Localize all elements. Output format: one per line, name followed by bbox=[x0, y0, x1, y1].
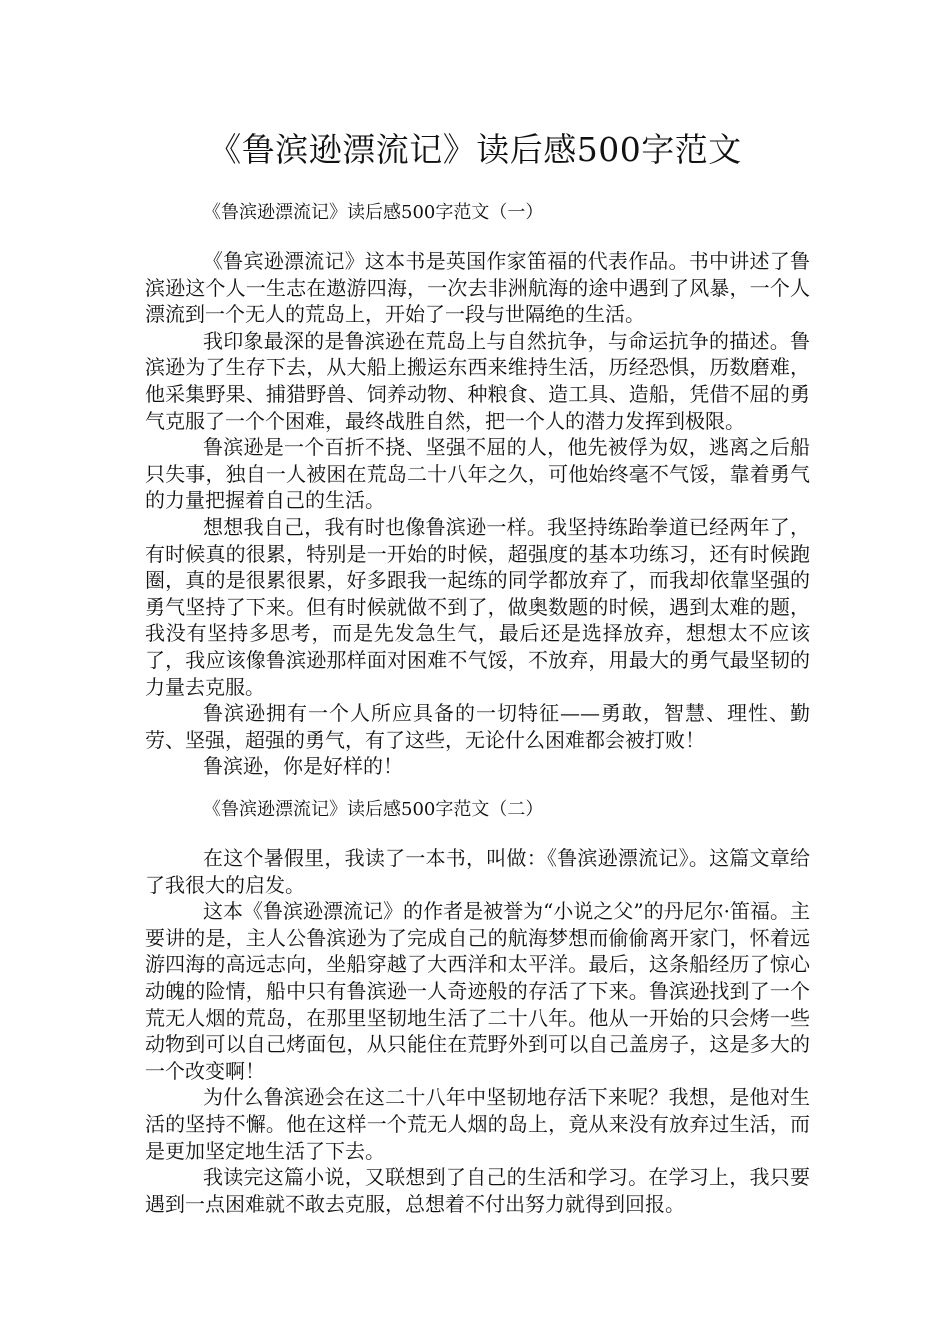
paragraph: 《鲁宾逊漂流记》这本书是英国作家笛福的代表作品。书中讲述了鲁滨逊这个人一生志在遨游四海，一次去非洲航海的途中遇到了风暴，一个人漂流到一个无人的荒岛上，开始了一段与世隔绝的生活。 bbox=[145, 249, 810, 327]
paragraph: 想想我自己，我有时也像鲁滨逊一样。我坚持练跆拳道已经两年了，有时候真的很累，特别是一开始的时候，超强度的基本功练习，还有时候跑圈，真的是很累很累，好多跟我一起练的同学都放弃了，而我却依靠坚强的勇气坚持了下来。但有时候就做不到了，做奥数题的时候，遇到太难的题，我没有坚持多思考，而是先发急生气，最后还是选择放弃，想想太不应该了，我应该像鲁滨逊那样面对困难不气馁，不放弃，用最大的勇气最坚韧的力量去克服。 bbox=[145, 514, 810, 699]
section-two-body bbox=[145, 845, 810, 1217]
section-one-heading: 《鲁滨逊漂流记》读后感500字范文（一） bbox=[203, 202, 544, 223]
paragraph: 这本《鲁滨逊漂流记》的作者是被誉为“小说之父”的丹尼尔·笛福。主要讲的是，主人公鲁滨逊为了完成自己的航海梦想而偷偷离开家门，怀着远游四海的高远志向，坐船穿越了大西洋和太平洋。最后，这条船经历了惊心动魄的险情，船中只有鲁滨逊一人奇迹般的存活了下来。鲁滨逊找到了一个荒无人烟的荒岛，在那里坚韧地生活了二十八年。他从一开始的只会烤一些动物到可以自己烤面包，从只能住在荒野外到可以自己盖房子，这是多大的一个改变啊！ bbox=[145, 899, 810, 1083]
section-one-body bbox=[145, 248, 810, 780]
paragraph: 鲁滨逊，你是好样的！ bbox=[203, 754, 403, 779]
paragraph: 鲁滨逊拥有一个人所应具备的一切特征——勇敢，智慧、理性、勤劳、坚强，超强的勇气，有了这些，无论什么困难都会被打败！ bbox=[145, 701, 810, 752]
document-title: 《鲁滨逊漂流记》读后感500字范文 bbox=[208, 130, 742, 169]
paragraph: 我印象最深的是鲁滨逊在荒岛上与自然抗争，与命运抗争的描述。鲁滨逊为了生存下去，从大船上搬运东西来维持生活，历经恐惧，历数磨难，他采集野果、捕猎野兽、饲养动物、种粮食、造工具、造船，凭借不屈的勇气克服了一个个困难，最终战胜自然，把一个人的潜力发挥到极限。 bbox=[145, 328, 810, 433]
paragraph: 鲁滨逊是一个百折不挠、坚强不屈的人，他先被俘为奴，逃离之后船只失事，独自一人被困在荒岛二十八年之久，可他始终毫不气馁，靠着勇气的力量把握着自己的生活。 bbox=[145, 435, 810, 513]
paragraph: 为什么鲁滨逊会在这二十八年中坚韧地存活下来呢？我想，是他对生活的坚持不懈。他在这样一个荒无人烟的岛上，竟从来没有放弃过生活，而是更加坚定地生活了下去。 bbox=[145, 1085, 810, 1163]
paragraph: 我读完这篇小说，又联想到了自己的生活和学习。在学习上，我只要遇到一点困难就不敢去克服，总想着不付出努力就得到回报。 bbox=[145, 1165, 810, 1216]
paragraph: 在这个暑假里，我读了一本书，叫做：《鲁滨逊漂流记》。这篇文章给了我很大的启发。 bbox=[145, 846, 810, 897]
section-two-heading: 《鲁滨逊漂流记》读后感500字范文（二） bbox=[203, 799, 544, 820]
